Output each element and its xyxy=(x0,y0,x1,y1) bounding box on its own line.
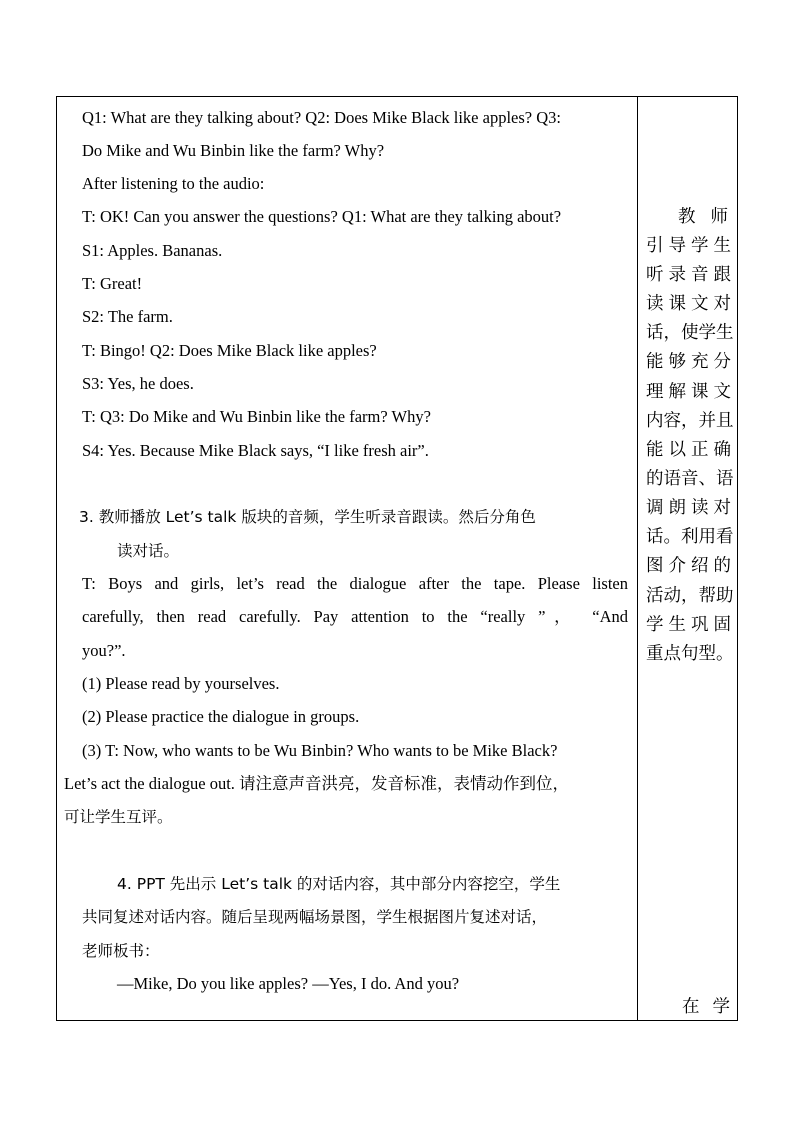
text-line: T: OK! Can you answer the questions? Q1: What are they talking about? xyxy=(82,207,562,226)
process-column xyxy=(57,97,637,1020)
text-line: S4: Yes. Because Mike Black says, “I like fresh air”. xyxy=(82,441,429,460)
side-line: 引导学生 xyxy=(646,236,731,256)
side-line: 理解课文 xyxy=(646,382,731,402)
intent-column xyxy=(638,97,739,1020)
side-line: 活动，帮助 xyxy=(646,586,734,606)
text-line: S3: Yes, he does. xyxy=(82,374,194,393)
side-line: 学生巩固 xyxy=(646,615,731,635)
text-line: S2: The farm. xyxy=(82,307,173,326)
text-line: S1: Apples. Bananas. xyxy=(82,241,223,260)
text-line: 共同复述对话内容。随后呈现两幅场景图，学生根据图片复述对话， xyxy=(82,908,548,926)
text-line: (1) Please read by yourselves. xyxy=(82,674,280,693)
side-line: 教 师 xyxy=(678,207,728,227)
step-heading: 3. 教师播放 Let’s talk 版块的音频，学生听录音跟读。然后分角色 xyxy=(79,508,536,526)
step-heading-cont: 读对话。 xyxy=(117,542,180,560)
text-line: 老师板书： xyxy=(82,942,160,960)
text-line: T: Great! xyxy=(82,274,143,293)
side-line: 听录音跟 xyxy=(646,265,731,285)
text-line: T: Bingo! Q2: Does Mike Black like apples? xyxy=(82,341,377,360)
side-line: 能以正确 xyxy=(646,440,731,460)
side-line: 内容，并且 xyxy=(646,411,734,431)
text-line: 可让学生互评。 xyxy=(64,808,173,826)
text-line: Q1: What are they talking about? Q2: Does Mike Black like apples? Q3: xyxy=(82,108,561,127)
text-line: Let’s act the dialogue out. 请注意声音洪亮，发音标准，表情动作到位， xyxy=(64,774,570,793)
lesson-plan-table xyxy=(56,96,738,1021)
side-line: 图介绍的 xyxy=(646,556,731,576)
text-line: carefully, then read carefully. Pay attention to the “really ”， “And xyxy=(82,607,628,626)
text-line: T: Boys and girls, let’s read the dialogue after the tape. Please listen xyxy=(82,574,628,593)
text-line: After listening to the audio: xyxy=(82,174,265,193)
text-line: T: Q3: Do Mike and Wu Binbin like the farm? Why? xyxy=(82,407,431,426)
text-line: Do Mike and Wu Binbin like the farm? Why? xyxy=(82,141,385,160)
side-line: 话，使学生 xyxy=(646,323,734,343)
text-line: you?”. xyxy=(82,641,126,660)
text-line: (2) Please practice the dialogue in groups. xyxy=(82,707,360,726)
side-line: 调朗读对 xyxy=(646,498,731,518)
side-line: 话。利用看 xyxy=(646,527,734,547)
step-heading: 4. PPT 先出示 Let’s talk 的对话内容，其中部分内容挖空，学生 xyxy=(117,875,561,893)
text-line: (3) T: Now, who wants to be Wu Binbin? Who wants to be Mike Black? xyxy=(82,741,558,760)
text-line: —Mike, Do you like apples? —Yes, I do. And you? xyxy=(117,974,460,993)
side-line: 能够充分 xyxy=(646,352,731,372)
side-line: 重点句型。 xyxy=(646,644,734,664)
side-line: 读课文对 xyxy=(646,294,731,314)
side-line: 的语音、语 xyxy=(646,469,734,489)
side-line-bottom: 在 学 xyxy=(682,997,730,1017)
